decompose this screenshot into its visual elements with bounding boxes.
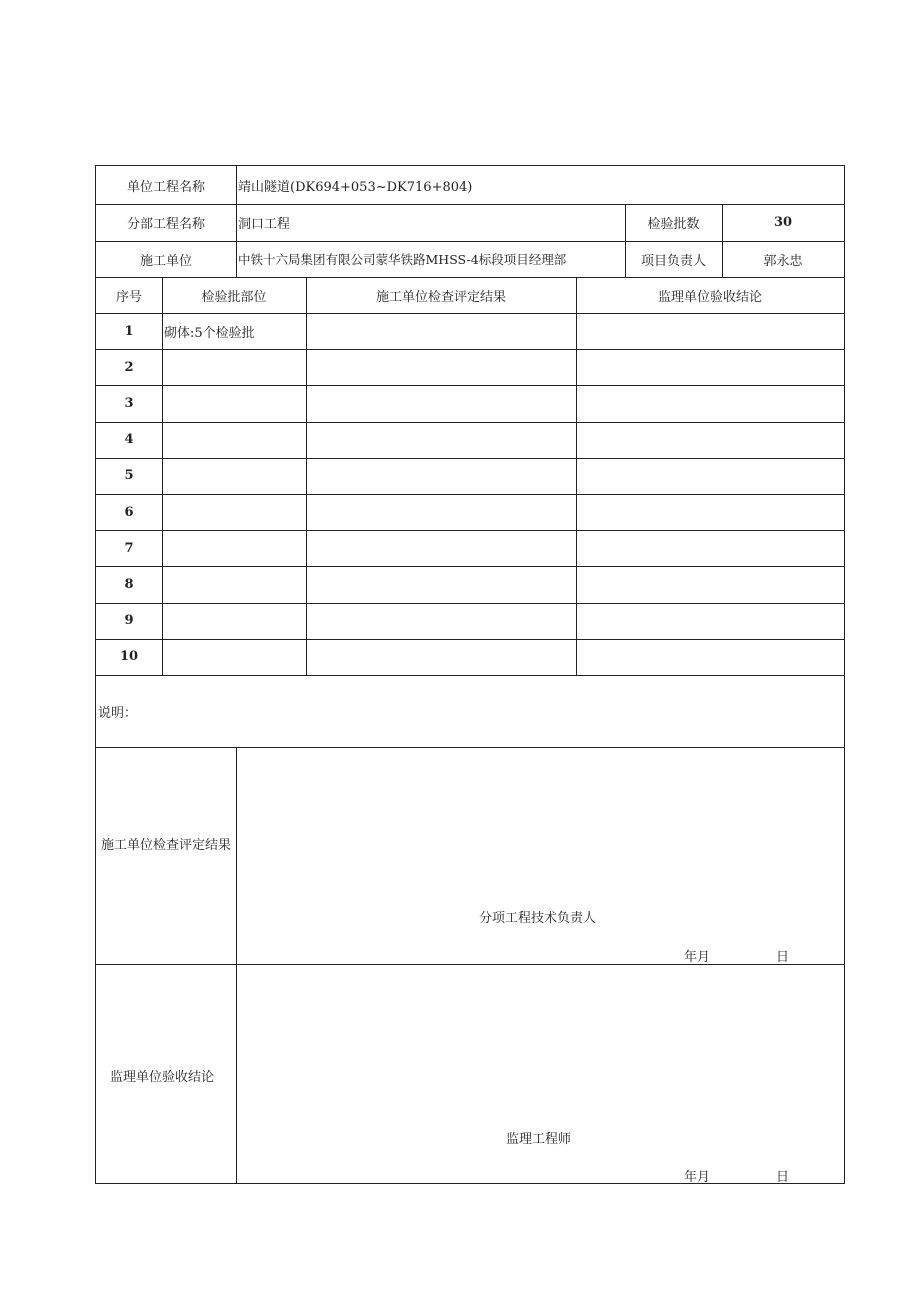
- divider: [96, 747, 844, 748]
- row-location: [162, 530, 306, 566]
- construction-unit-label: 施工单位: [139, 253, 192, 269]
- row-conclusion: [576, 530, 844, 566]
- row-conclusion: [576, 639, 844, 675]
- sub-project-value: 洞口工程: [238, 217, 291, 232]
- row-location: 砌体:5个检验批: [164, 325, 255, 341]
- supervision-date-d: 日: [776, 1170, 790, 1185]
- row-result: [306, 385, 576, 421]
- divider: [576, 277, 577, 675]
- unit-project-label: 单位工程名称: [126, 179, 205, 195]
- row-number: 9: [124, 613, 134, 629]
- inspection-form: [95, 165, 845, 1184]
- row-conclusion: [576, 458, 844, 494]
- col-header-no: 序号: [115, 289, 142, 305]
- divider: [96, 964, 844, 965]
- row-conclusion: [576, 603, 844, 639]
- row-conclusion: [576, 349, 844, 385]
- row-number: 5: [124, 468, 134, 484]
- row-conclusion: [576, 494, 844, 530]
- row-conclusion: [576, 566, 844, 602]
- supervision-section-label: 监理单位验收结论: [110, 1070, 215, 1085]
- construction-unit-value: 中铁十六局集团有限公司蒙华铁路MHSS-4标段项目经理部: [238, 252, 567, 267]
- row-conclusion: [576, 385, 844, 421]
- unit-project-value: 靖山隧道(DK694+053~DK716+804): [238, 179, 473, 195]
- sub-project-label: 分部工程名称: [126, 217, 205, 232]
- row-location: [162, 349, 306, 385]
- row-number: 10: [119, 649, 139, 665]
- divider: [162, 277, 163, 675]
- row-location: [162, 385, 306, 421]
- divider: [306, 277, 307, 675]
- row-number: 1: [124, 323, 134, 339]
- row-conclusion: [576, 313, 844, 349]
- row-number: 8: [124, 576, 134, 592]
- row-result: [306, 566, 576, 602]
- row-location: [162, 639, 306, 675]
- supervision-date-ym: 年月: [684, 1170, 711, 1185]
- row-result: [306, 422, 576, 458]
- notes-label: 说明：: [98, 706, 138, 721]
- row-result: [306, 349, 576, 385]
- col-header-conclusion: 监理单位验收结论: [657, 289, 762, 305]
- construction-date-d: 日: [776, 950, 790, 965]
- row-result: [306, 639, 576, 675]
- row-result: [306, 603, 576, 639]
- row-number: 7: [124, 540, 134, 556]
- row-number: 2: [124, 359, 134, 375]
- row-number: 4: [124, 432, 134, 448]
- construction-date-ym: 年月: [684, 950, 711, 965]
- col-header-location: 检验批部位: [201, 289, 267, 305]
- row-location: [162, 603, 306, 639]
- divider: [236, 747, 237, 1183]
- row-result: [306, 530, 576, 566]
- supervision-signer: 监理工程师: [506, 1132, 572, 1147]
- row-location: [162, 494, 306, 530]
- construction-signer: 分项工程技术负责人: [479, 911, 597, 926]
- project-leader-label: 项目负责人: [640, 253, 706, 269]
- batch-count-label: 检验批数: [647, 217, 700, 232]
- row-conclusion: [576, 422, 844, 458]
- row-location: [162, 566, 306, 602]
- construction-section-label: 施工单位检查评定结果: [100, 838, 231, 853]
- batch-count-value: 30: [773, 215, 793, 230]
- row-number: 6: [124, 504, 134, 520]
- row-result: [306, 313, 576, 349]
- row-number: 3: [124, 395, 134, 411]
- col-header-result: 施工单位检查评定结果: [375, 289, 506, 305]
- row-result: [306, 494, 576, 530]
- row-location: [162, 422, 306, 458]
- project-leader-value: 郭永忠: [763, 253, 803, 269]
- row-location: [162, 458, 306, 494]
- row-result: [306, 458, 576, 494]
